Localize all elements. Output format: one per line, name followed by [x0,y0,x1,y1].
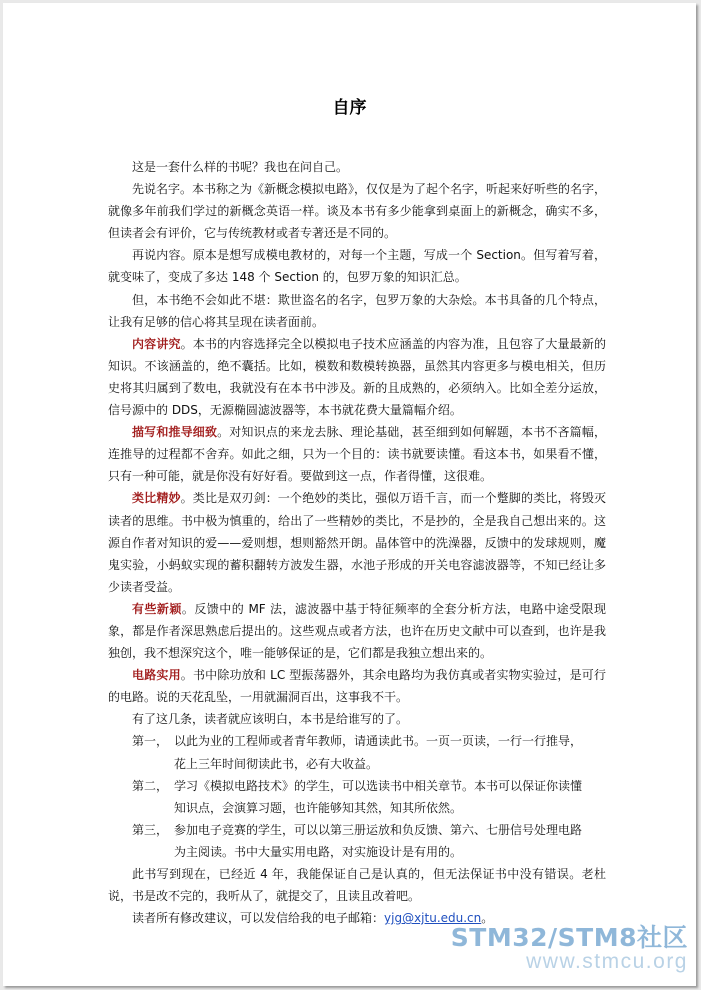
feature-heading: 有些新颖 [132,601,182,616]
paragraph-audience: 有了这几条，读者就应该明白，本书是给谁写的了。 [132,712,409,727]
paragraph-features: 但，本书绝不会如此不堪：欺世盗名的名字，包罗万象的大杂烩。本书具备的几个特点，让我有足够的信心将其呈现在读者面前。 [108,292,606,329]
feature-text: 。类比是双刃剑：一个绝妙的类比，强似万语千言，而一个蹩脚的类比，将毁灭读者的思维。书中极为慎重的，给出了一些精妙的类比，不是抄的，全是我自己想出来的。这源自作者对知识的爱——爱则想，想则豁然开朗。晶体管中的洗澡器，反馈中的发球规则，魔鬼实验，小蚂蚁实现的蓄积翻转方波发生器，水池子形成的开关电容滤波器等，不知已经让多少读者受益。 [108,491,606,594]
contact-text-end: 。 [481,911,494,926]
paragraph-intro: 这是一套什么样的书呢？我也在问自己。 [132,160,349,174]
list-item-text-cont: 花上三年时间彻读此书，必有大收益。 [174,756,379,771]
feature-text: 。反馈中的 MF 法，滤波器中基于特征频率的全套分析方法，电路中途受限现象，都是作者深思熟虑后提出的。这些观点或者方法，也许在历史文献中可以查到，也许是我独创，我不想深究这个，唯一能够保证的是，它们都是我独立想出来的。 [108,601,606,661]
page-title: 自序 [332,98,367,118]
feature-text: 。书中除功放和 LC 型振荡器外，其余电路均为我仿真或者实物实验过，是可行的电路。说的天花乱坠，一用就漏洞百出，这事我不干。 [108,668,606,705]
list-item [108,775,606,819]
feature-text: 。本书的内容选择完全以模拟电子技术应涵盖的内容为准，且包容了大量最新的知识。不该涵盖的，绝不囊括。比如，模数和数模转换器，虽然其内容更多与模电相关，但历史将其归属到了数电，我就没有在本书中涉及。新的且成熟的，必须纳入。比如全差分运放，信号源中的 DDS，无源椭圆滤波器等，本书就花费大量篇幅介绍。 [108,336,606,418]
list-item-text-cont: 知识点，会演算习题，也许能够知其然，知其所依然。 [174,800,463,815]
watermark-title: STM32/STM8社区 [450,923,688,952]
feature-derivation-paragraph [108,421,606,487]
list-item-text: 参加电子竞赛的学生，可以以第三册运放和负反馈、第六、七册信号处理电路 [174,822,583,837]
list-item-text-cont: 为主阅读。书中大量实用电路，对实施设计是有用的。 [174,844,463,859]
feature-heading: 描写和推导细致 [132,425,218,440]
watermark [451,918,688,974]
email-link[interactable]: yjg@xjtu.edu.cn [384,911,482,926]
list-item-text: 以此为业的工程师或者青年教师，请通读此书。一页一页读，一行一行推导， [174,734,583,749]
list-item-number: 第三， [132,822,169,837]
feature-heading: 电路实用 [132,668,181,683]
document-page [3,3,696,986]
feature-content-paragraph [108,333,606,421]
paragraph-errata: 此书写到现在，已经近 4 年，我能保证自己是认真的，但无法保证书中没有错误。老杜说，书是改不完的，我听从了，就提交了，且读且改着吧。 [108,867,606,904]
feature-novel-paragraph [108,598,606,664]
list-item-text: 学习《模拟电路技术》的学生，可以选读书中相关章节。本书可以保证你读懂 [174,778,583,793]
feature-practical-paragraph [108,664,606,708]
preface-body [108,156,606,929]
paragraph-name: 先说名字。本书称之为《新概念模拟电路》，仅仅是为了起个名字，听起来好听些的名字，就像多年前我们学过的新概念英语一样。谈及本书有多少能拿到桌面上的新概念，确实不多，但读者会有评价，它与传统教材或者专著还是不同的。 [108,182,607,241]
list-item-number: 第二， [132,778,169,793]
list-item-number: 第一， [132,734,169,749]
contact-text: 读者所有修改建议，可以发信给我的电子邮箱： [132,911,385,926]
feature-heading: 类比精妙 [132,491,181,506]
list-item [108,819,606,863]
list-item [108,730,606,774]
watermark-url: www.stmcu.org [526,950,688,973]
feature-heading: 内容讲究 [132,336,181,351]
paragraph-content: 再说内容。原本是想写成模电教材的，对每一个主题，写成一个 Section。但写着写着，就变味了，变成了多达 148 个 Section 的，包罗万象的知识汇总。 [108,248,606,285]
feature-analogy-paragraph [108,487,606,597]
feature-text: 。对知识点的来龙去脉、理论基础，甚至细到如何解题，本书不吝篇幅，连推导的过程都不舍弃。如此之细，只为一个目的：读书就要读懂。看这本书，如果看不懂，只有一种可能，就是你没有好好看。要做到这一点，作者得懂，这很难。 [108,425,606,484]
